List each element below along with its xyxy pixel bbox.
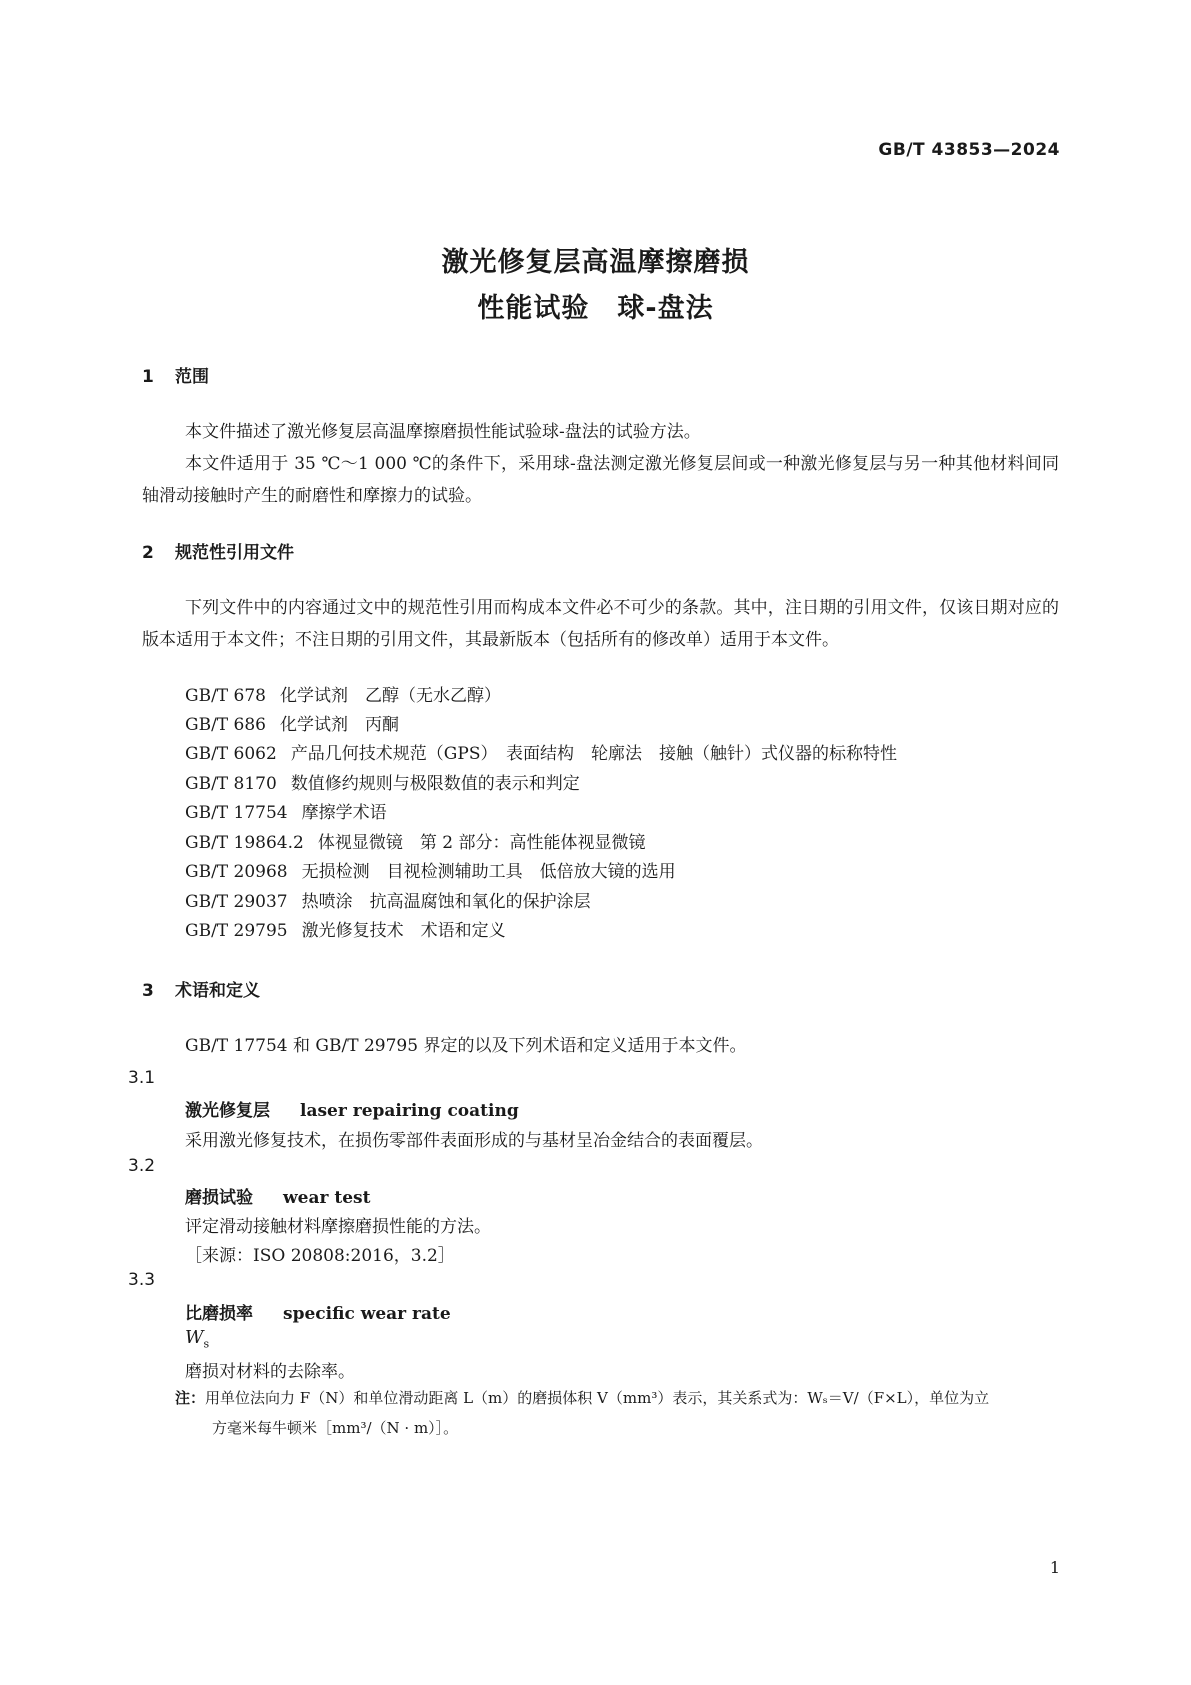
term-symbol — [185, 1327, 209, 1351]
section-number: 3 — [142, 981, 154, 1001]
section-3-heading — [142, 976, 260, 1001]
term-zh: 磨损试验 — [185, 1188, 253, 1208]
reference-code: GB/T 19864.2 — [185, 833, 304, 853]
title-line-1: 激光修复层高温摩擦磨损 — [441, 247, 750, 278]
reference-title: 数值修约规则与极限数值的表示和判定 — [290, 774, 580, 794]
section-2-heading — [142, 538, 294, 563]
term-entry — [185, 1299, 451, 1324]
page-number: 1 — [1049, 1558, 1060, 1577]
section-1-paragraph-2: 本文件适用于 35 ℃～1 000 ℃的条件下，采用球-盘法测定激光修复层间或一种激光修复层与另一种其他材料间同轴滑动接触时产生的耐磨性和摩擦力的试验。 — [142, 454, 1059, 506]
reference-code: GB/T 29037 — [185, 892, 288, 912]
symbol-subscript: s — [203, 1337, 210, 1351]
section-1-heading — [142, 362, 209, 387]
reference-item — [185, 827, 645, 859]
section-title: 规范性引用文件 — [175, 543, 294, 563]
reference-code: GB/T 20968 — [185, 862, 288, 882]
reference-title: 化学试剂 丙酮 — [280, 715, 399, 735]
reference-title: 无损检测 目视检测辅助工具 低倍放大镜的选用 — [301, 862, 676, 882]
reference-title: 产品几何技术规范（GPS） 表面结构 轮廓法 接触（触针）式仪器的标称特性 — [290, 744, 897, 764]
term-source: ［来源：ISO 20808:2016，3.2］ — [185, 1246, 455, 1266]
reference-code: GB/T 29795 — [185, 921, 288, 941]
document-title — [0, 240, 1191, 332]
reference-item — [185, 738, 897, 770]
note-label: 注： — [175, 1389, 206, 1407]
reference-code: GB/T 8170 — [185, 774, 277, 794]
term-en: specific wear rate — [283, 1304, 451, 1324]
section-number: 2 — [142, 543, 154, 563]
section-2-intro: 下列文件中的内容通过文中的规范性引用而构成本文件必不可少的条款。其中，注日期的引用文件，仅该日期对应的版本适用于本文件；不注日期的引用文件，其最新版本（包括所有的修改单）适用于本文件。 — [142, 598, 1059, 650]
section-3-intro: GB/T 17754 和 GB/T 29795 界定的以及下列术语和定义适用于本文件。 — [185, 1036, 747, 1056]
reference-item — [185, 680, 501, 712]
term-definition: 磨损对材料的去除率。 — [185, 1362, 355, 1382]
reference-title: 热喷涂 抗高温腐蚀和氧化的保护涂层 — [301, 892, 591, 912]
reference-item — [185, 856, 676, 888]
section-title: 范围 — [175, 367, 209, 387]
clause-number: 3.3 — [128, 1270, 156, 1290]
section-1-paragraph-1: 本文件描述了激光修复层高温摩擦磨损性能试验球-盘法的试验方法。 — [185, 422, 701, 442]
reference-code: GB/T 17754 — [185, 803, 288, 823]
reference-item — [185, 915, 506, 947]
reference-title: 化学试剂 乙醇（无水乙醇） — [280, 686, 501, 706]
standard-number: GB/T 43853—2024 — [878, 140, 1060, 160]
section-number: 1 — [142, 367, 154, 387]
reference-code: GB/T 686 — [185, 715, 266, 735]
term-en: wear test — [283, 1188, 371, 1208]
reference-title: 体视显微镜 第 2 部分：高性能体视显微镜 — [317, 833, 646, 853]
note-line-1: 用单位法向力 F（N）和单位滑动距离 L（m）的磨损体积 V（mm³）表示，其关系式为：Wₛ＝V/（F×L），单位为立 — [205, 1389, 990, 1407]
term-note — [175, 1383, 1060, 1443]
clause-number: 3.1 — [128, 1068, 156, 1088]
reference-title: 激光修复技术 术语和定义 — [301, 921, 506, 941]
reference-item — [185, 797, 387, 829]
note-line-2: 方毫米每牛顿米［mm³/（N · m）］。 — [212, 1419, 459, 1437]
term-entry — [185, 1183, 370, 1208]
reference-title: 摩擦学术语 — [301, 803, 387, 823]
reference-item — [185, 709, 399, 741]
term-definition: 采用激光修复技术，在损伤零部件表面形成的与基材呈冶金结合的表面覆层。 — [185, 1131, 763, 1151]
term-en: laser repairing coating — [300, 1101, 519, 1121]
section-title: 术语和定义 — [175, 981, 260, 1001]
term-entry — [185, 1096, 519, 1121]
reference-item — [185, 768, 580, 800]
clause-number: 3.2 — [128, 1156, 156, 1176]
term-zh: 激光修复层 — [185, 1101, 270, 1121]
symbol-letter: W — [185, 1327, 204, 1348]
title-line-2: 性能试验 球-盘法 — [477, 293, 714, 324]
reference-code: GB/T 678 — [185, 686, 266, 706]
term-zh: 比磨损率 — [185, 1304, 253, 1324]
term-definition: 评定滑动接触材料摩擦磨损性能的方法。 — [185, 1217, 491, 1237]
reference-item — [185, 886, 591, 918]
reference-code: GB/T 6062 — [185, 744, 277, 764]
